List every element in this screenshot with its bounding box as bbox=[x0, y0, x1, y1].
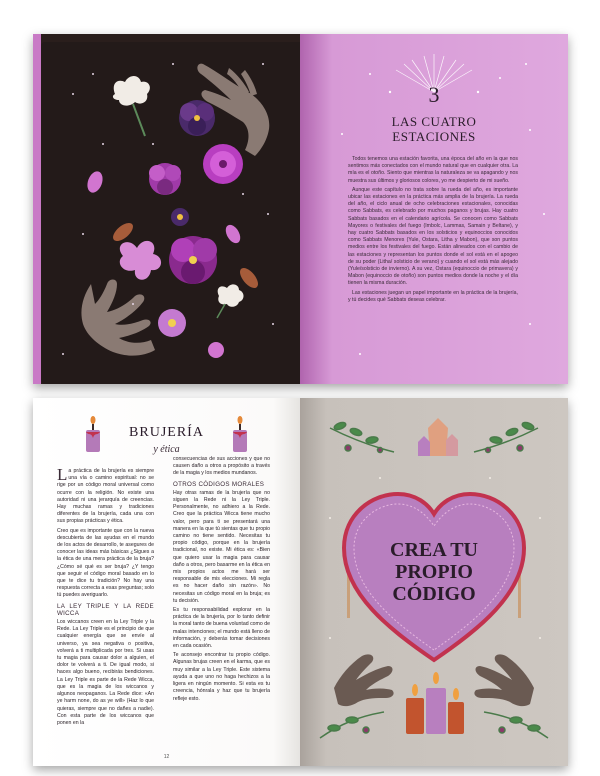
heart-poster bbox=[300, 398, 568, 766]
section-subtitle: y ética bbox=[153, 444, 180, 455]
branch-top-right-icon bbox=[474, 421, 538, 452]
chapter-title-line1: LAS CUATRO bbox=[391, 114, 477, 129]
text-column-right bbox=[173, 456, 270, 705]
ethics-text-page bbox=[33, 398, 300, 766]
pink-petal-flower-icon bbox=[120, 241, 161, 280]
chapter-number: 3 bbox=[428, 82, 440, 107]
white-lily-bottom-icon bbox=[217, 284, 244, 318]
column-paragraph: Creo que es importante que con la nueva descubierta de las ayudas en el mundo de los actos de desarrollo, te asegures de conocer las ideas más básicas ¿Sigues a la ética de una mera práctica de la bruja? ¿Cómo sé qué es ser bruja? ¿Y tengo que seguir el código moral basado en lo que te dice tu tradición? No hay una respuesta correcta a esas preguntas; solo tú puedes averiguarlo. bbox=[57, 527, 154, 599]
column-paragraph: Es tu responsabilidad explorar en la práctica de la brujería, por lo tanto definir la moral tanto de buena voluntad como de malas intenciones; el mundo está lleno de información, y deberás tomar decisiones en cada ocasión. bbox=[173, 607, 270, 650]
pansy-center-icon bbox=[149, 163, 181, 195]
lilac-daisy-icon bbox=[158, 309, 186, 337]
crystals-icon bbox=[418, 418, 458, 456]
hand-bottom-icon bbox=[81, 280, 155, 356]
chapter-paragraph: Todos tenemos una estación favorita, una época del año en la que nos sentimos más conectados con el mundo natural que en cualquier otra. La mía es el otoño. Siento que mientras la naturaleza se va apagando y nos muestra sus últimos y gloriosos colores, yo me despierto de mi sueño. bbox=[348, 156, 518, 184]
chapter-body bbox=[348, 156, 518, 306]
branch-top-left-icon bbox=[330, 421, 394, 452]
heart-text-line1: CREA TU bbox=[390, 539, 478, 561]
column-heading: LA LEY TRIPLE Y LA REDE WICCA bbox=[57, 602, 154, 617]
paragraph-text: a práctica de la brujería es siempre una vía o camino espiritual: no se rige por un código moral universal como ocurre con la religión. No existe una autoridad ni una jerarquía de creencias. Hay muchas ramas y tradiciones diferentes de la brujería, cada una con sus propias prácticas y ética. bbox=[57, 468, 154, 525]
hand-right-icon bbox=[474, 654, 534, 706]
column-paragraph: Hay otras ramas de la brujería que no siguen la Rede ni la Ley Triple. Personalmente, no adhiero a la Rede. Creo que la práctica Wicca tiene mucho valor, pero para ti se presentará una manera en la que tú sientas que tu propio camino no tiene sentido. Necesitas tu propio código, porque en la brujería tradicional, no existe. Mi ética es: «Bien que quiero usar la magia para causar daño a otros, pero basarme en la ética en mis propios actos me hará ser responsable de mis elecciones. Mi regla es no hacer daño sin razón». No necesitas un código moral en la bruja; es tu decisión. bbox=[173, 489, 270, 604]
chapter-paragraph: Las estaciones juegan un papel importante en la práctica de la brujería, y tú decides qué Sabbats deseas celebrar. bbox=[348, 289, 518, 303]
small-dark-flower-icon bbox=[171, 208, 189, 226]
hand-left-icon bbox=[334, 654, 394, 706]
branch-bottom-right-icon bbox=[484, 712, 548, 738]
bottom-book-spread bbox=[33, 398, 568, 766]
illustrated-dark-page bbox=[33, 34, 300, 384]
column-paragraph: Te aconsejo encontrar tu propio código. Algunas brujas creen en el karma, que es muy similar a la Ley Triple. Este sistema ayuda a que uno no haga hechizos a la ligera en ningún momento. Si esta es tu creencia, hónrala y haz que tu brujería refleje esto. bbox=[173, 652, 270, 702]
poster-illustration-page bbox=[300, 398, 568, 766]
section-title: BRUJERÍA bbox=[129, 425, 204, 440]
heart-text-line3: CÓDIGO bbox=[392, 583, 476, 605]
drop-cap: L bbox=[57, 465, 68, 484]
column-paragraph bbox=[57, 465, 154, 526]
text-column-left bbox=[57, 465, 154, 729]
heart-text-line2: PROPIO bbox=[395, 561, 473, 583]
column-heading: OTROS CÓDIGOS MORALES bbox=[173, 480, 265, 488]
column-paragraph: Los wiccanos creen en la Ley Triple y la Rede. La Ley Triple es el principio de que cualquier energía que se envíe al universo, ya sea negativa o positiva, volverá a ti multiplicada por tres. Si usas tu magia para causar dolor a alguien, el dolor te volverá a ti. De igual modo, si haces algo bueno, recibirás bendiciones. La Ley Triple es parte de la Rede Wicca, que es la magia de los wiccanos y algunos neopaganos. La Rede dice: «An ye harm none, do as ye will» (Haz lo que quieras, siempre que no dañes a nadie). Con esta parte de los wiccanos que ponen en la bbox=[57, 619, 154, 726]
top-book-spread bbox=[33, 34, 568, 384]
floral-illustration bbox=[33, 34, 300, 384]
page-number: 12 bbox=[163, 754, 170, 760]
chapter-paragraph: Aunque este capítulo no trata sobre la rueda del año, es importante ubicar las estaciones en la práctica más amplia de la brujería. La rueda del año, el ciclo anual de ocho celebraciones estacionales, conocidas como Sabbats, es celebrado por muchos paganos y brujas. Hay cuatro Sabbats basados en el calendario agrícola. Se conocen como Sabbats Mayores o festivales del fuego (Imbolc, Lammas, Samain y Beltane), y hay cuatro Sabbats basados en los solsticios y equinoccios conocidos como Sabbats Menores (Yule, Ostara, Litha y Mabon), que son puntos medios entre los festivales del fuego. Están alineados con el cambio de las estaciones y representan los puntos donde el sol está en el apogeo de su poder (Litha/ solsticio de verano) y cuando el sol está más alejado (Yule/solsticio de invierno). A su vez, Ostara (equinoccio de primavera) y Mabon (equinoccio de otoño) son puntos medios donde la noche y el día tienen la misma duración. bbox=[348, 186, 518, 287]
candle-cluster-icon bbox=[406, 672, 464, 734]
white-lily-top-icon bbox=[113, 76, 150, 136]
magenta-daisy-icon bbox=[203, 144, 243, 184]
branch-bottom-left-icon bbox=[320, 712, 384, 738]
chapter-text-page bbox=[300, 34, 568, 384]
column-paragraph: consecuencias de sus acciones y que no causen daño a otros a propósito a través de la magia y los medios mundanos. bbox=[173, 456, 270, 477]
chapter-title bbox=[300, 114, 568, 144]
violet-flower-icon bbox=[179, 100, 215, 136]
chapter-title-line2: ESTACIONES bbox=[392, 129, 476, 144]
large-pansy-icon bbox=[169, 236, 217, 284]
